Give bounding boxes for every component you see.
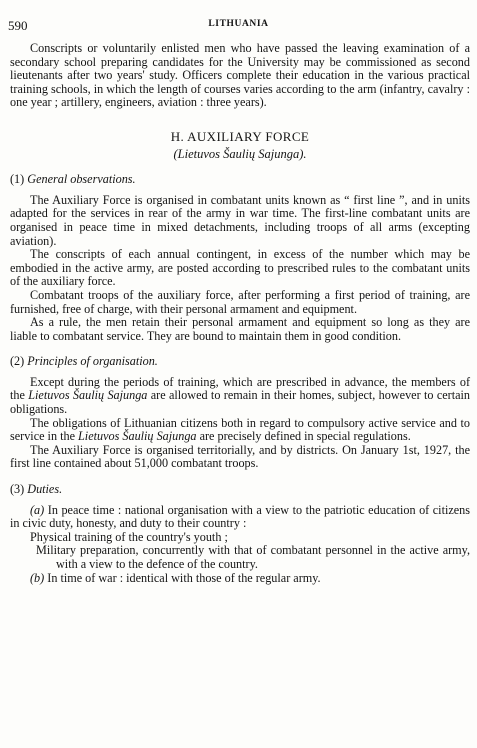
text-span: are allowed to remain in their homes, subject, however to certain obligations. [10,388,470,417]
duties-item-military: Military preparation, concurrently with that of combatant personnel in the active army, with a view to the defence of the country. [36,543,470,571]
subsection-heading-duties [10,483,470,497]
running-title: LITHUANIA [208,19,269,29]
duties-item-physical: Physical training of the country's youth ; [30,529,228,544]
item-label: (b) [30,570,45,585]
subsection-number: (1) [10,172,25,187]
duties-peace-time [10,504,470,531]
duties-war-time [10,572,470,586]
text-span: Except during the periods of training, which are prescribed in advance, the members of the [10,374,470,403]
item-label: (a) [30,502,45,517]
intro-paragraph: Conscripts or voluntarily enlisted men who have passed the leaving examination of a secondary school preparing candidates for the University may be commissioned as second lieutenants after two years' study. Officers complete their education in the various practical training schools, in which the length of courses varies according to the arm (infantry, cavalry : one year ; artillery, engineers, aviation : three years). [10,41,470,110]
general-paragraph-3: Combatant troops of the auxiliary force, after performing a first period of training, are furnished, free of charge, with their personal armament and equipment. [10,287,470,316]
organisation-name: Lietuvos Šaulių Sajunga [78,429,197,444]
general-paragraph-1: The Auxiliary Force is organised in combatant units known as “ first line ”, and in units adapted for the services in rear of the army in war time. The first-line combatant units are organised in peace time in mixed detachments, including troops of all arms (excepting aviation). [10,192,470,248]
subsection-heading-general [10,173,470,187]
general-paragraph-4: As a rule, the men retain their personal armament and equipment so long as they are liable to combatant service. They are bound to maintain them in good condition. [10,315,470,343]
general-paragraph-2: The conscripts of each annual contingent, in excess of the number which may be embodied in the active army, are posted according to prescribed rules to the combatant units of the auxiliary force. [10,247,470,289]
text-span: In time of war : identical with those of the regular army. [44,570,321,585]
text-span: The obligations of Lithuanian citizens both in regard to compulsory active service and to service in the [10,415,470,444]
section-title: H. AUXILIARY FORCE [170,128,310,144]
page-body [10,42,470,585]
subsection-number: (2) [10,354,25,369]
subsection-title: Duties. [27,482,63,497]
subsection-heading-principles [10,355,470,369]
subsection-title: General observations. [27,172,136,187]
principles-paragraph-1 [10,376,470,417]
principles-paragraph-3: The Auxiliary Force is organised territorially, and by districts. On January 1st, 1927, the first line contained about 51,000 combatant troops. [10,442,470,471]
subsection-number: (3) [10,482,25,497]
principles-paragraph-2 [10,417,470,444]
text-span: In peace time : national organisation with a view to the patriotic education of citizens in civic duty, honesty, and duty to their country : [10,502,470,531]
organisation-name: Lietuvos Šaulių Sajunga [28,388,148,403]
subsection-title: Principles of organisation. [27,354,158,369]
text-span: are precisely defined in special regulations. [196,429,411,444]
page-header [0,18,477,34]
page-number: 590 [8,18,28,33]
section-subtitle: (Lietuvos Šaulių Sajunga). [173,146,307,161]
